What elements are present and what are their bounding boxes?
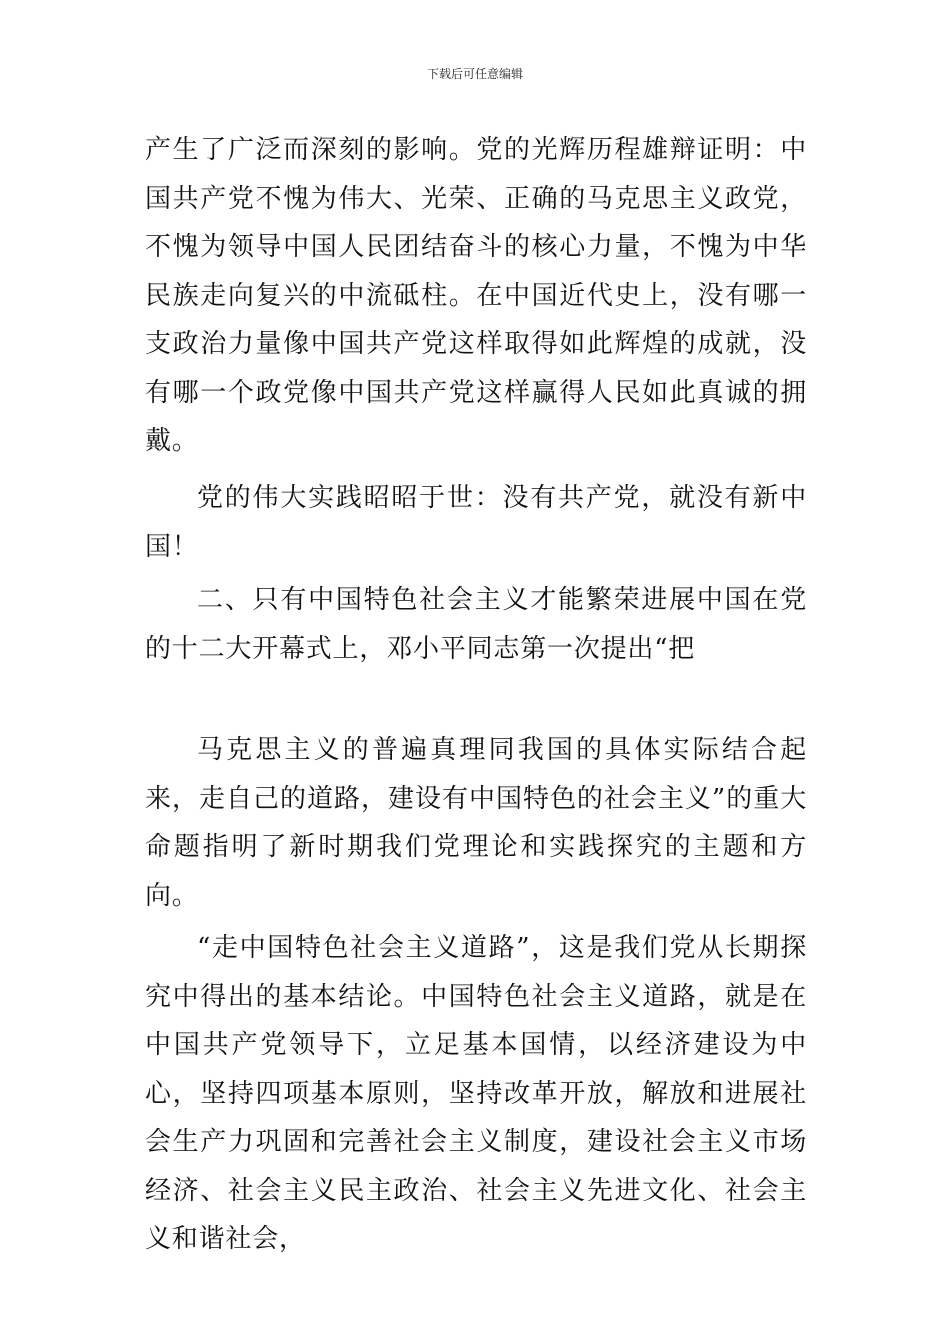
paragraph-socialist-road: “走中国特色社会主义道路”，这是我们党从长期探究中得出的基本结论。中国特色社会主义道路，就是在中国共产党领导下，立足基本国情，以经济建设为中心，坚持四项基本原则，坚持改革开放，解放和进展社会生产力巩固和完善社会主义制度，建设社会主义市场经济、社会主义民主政治、社会主义先进文化、社会主义和谐社会， — [145, 933, 807, 1254]
page-header: 下载后可任意编辑 — [426, 67, 523, 81]
paragraph-marxism-truth: 马克思主义的普遍真理同我国的具体实际结合起来，走自己的道路，建设有中国特色的社会主义”的重大命题指明了新时期我们党理论和实践探究的主题和方向。 — [145, 735, 807, 911]
paragraph-no-communist-party-no-new-china: 党的伟大实践昭昭于世：没有共产党，就没有新中国！ — [145, 483, 807, 562]
paragraph-section-two-heading: 二、只有中国特色社会主义才能繁荣进展中国在党的十二大开幕式上，邓小平同志第一次提出“把 — [145, 585, 807, 664]
paragraph-party-history: 产生了广泛而深刻的影响。党的光辉历程雄辩证明：中国共产党不愧为伟大、光荣、正确的马克思主义政党，不愧为领导中国人民团结奋斗的核心力量，不愧为中华民族走向复兴的中流砥柱。在中国近代史上，没有哪一支政治力量像中国共产党这样取得如此辉煌的成就，没有哪一个政党像中国共产党这样赢得人民如此真诚的拥戴。 — [145, 135, 807, 456]
